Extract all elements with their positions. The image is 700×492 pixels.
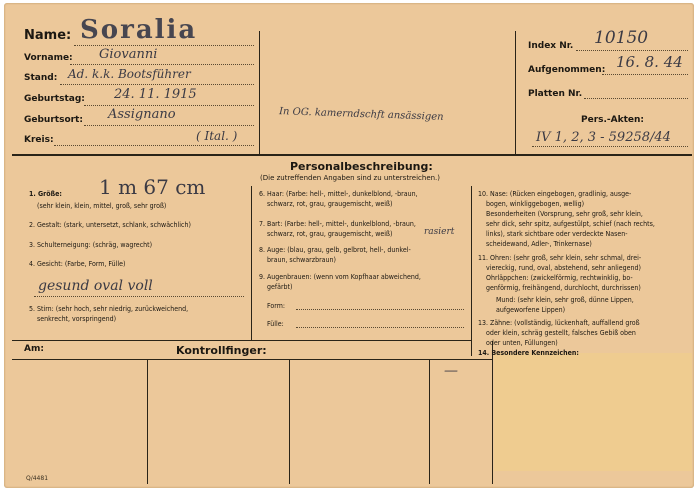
index-dotline — [576, 50, 688, 51]
mund-text-1: Mund: (sehr klein, sehr groß, dünne Lippen, — [496, 296, 634, 304]
auge-text-2: braun, schwarzbraun) — [267, 256, 336, 264]
nase-text-4: sehr dick, sehr spitz, aufgestülpt, schief (nach rechts, — [486, 220, 655, 228]
kreis-value: ( Ital. ) — [196, 129, 238, 143]
dash-mark: — — [444, 363, 458, 379]
header-note: In OG. kamerndschft ansässigen — [278, 106, 444, 123]
description-subtitle: (Die zutreffenden Angaben sind zu unterstreichen.) — [260, 174, 441, 182]
kreis-label: Kreis: — [24, 135, 54, 145]
groesse-label: 1. Größe: — [29, 190, 62, 198]
zaehne-text-3: oder unten, Füllungen) — [486, 339, 558, 347]
index-label: Index Nr. — [528, 41, 574, 51]
divider-col2 — [471, 186, 472, 356]
haar-text-2: schwarz, rot, grau, graugemischt, weiß) — [267, 200, 393, 208]
nase-text-2: bogen, winkliggebogen, wellig) — [486, 200, 585, 208]
geburtstag-dotline — [84, 105, 254, 106]
nase-text-6: scheidewand, Adler-, Trinkernase) — [486, 240, 592, 248]
name-value: Soralia — [80, 15, 198, 45]
vorname-dotline — [70, 64, 254, 65]
description-title: Personalbeschreibung: — [290, 160, 433, 173]
divider-horizontal-main — [12, 154, 692, 156]
finger-box-1 — [147, 359, 148, 484]
platten-dotline — [584, 98, 688, 99]
fuelle-dotline — [296, 327, 464, 328]
ohren-text-1: 11. Ohren: (sehr groß, sehr klein, sehr schmal, drei- — [478, 254, 642, 262]
finger-box-2 — [289, 359, 290, 484]
auge-text-1: 8. Auge: (blau, grau, gelb, gelbrot, hell-, dunkel- — [259, 246, 411, 254]
stirn-text-2: senkrecht, vorspringend) — [37, 315, 117, 323]
divider-top-left — [259, 31, 260, 156]
aufgenommen-label: Aufgenommen: — [528, 65, 606, 75]
gesicht-text: 4. Gesicht: (Farbe, Form, Fülle) — [29, 260, 126, 268]
finger-box-3 — [429, 359, 430, 484]
brauen-text-2: gefärbt) — [267, 283, 293, 291]
akten-value: IV 1, 2, 3 - 59258/44 — [536, 130, 671, 145]
akten-dotline — [532, 146, 688, 147]
gesicht-value: gesund oval voll — [38, 278, 153, 294]
kennzeichen-label: 14. Besondere Kennzeichen: — [478, 349, 579, 357]
zaehne-text-2: oder klein, schräg gestellt, falsches Gebiß oben — [486, 329, 636, 337]
name-label: Name: — [24, 28, 72, 43]
bart-value: rasiert — [424, 227, 455, 237]
haar-text-1: 6. Haar: (Farbe: hell-, mittel-, dunkelblond, -braun, — [259, 190, 418, 198]
stand-value: Ad. k.k. Bootsführer — [68, 67, 191, 81]
index-value: 10150 — [594, 28, 649, 48]
nase-text-3: Besonderheiten (Vorsprung, sehr groß, sehr klein, — [486, 210, 643, 218]
brauen-text-1: 9. Augenbrauen: (wenn vom Kopfhaar abweichend, — [259, 273, 421, 281]
divider-top-right — [515, 31, 516, 156]
paper-stain — [494, 353, 692, 471]
vorname-label: Vorname: — [24, 53, 73, 63]
divider-fingers-bottom — [12, 359, 493, 360]
nase-text-5: links), stark sichtbare oder verdeckte Nasen- — [486, 230, 628, 238]
registration-card — [4, 3, 694, 488]
gestalt-text: 2. Gestalt: (stark, untersetzt, schlank, schwächlich) — [29, 221, 191, 229]
divider-col1 — [251, 186, 252, 341]
bart-text-1: 7. Bart: (Farbe: hell-, mittel-, dunkelblond, -braun, — [259, 220, 416, 228]
zaehne-text-1: 13. Zähne: (vollständig, lückenhaft, auffallend groß — [478, 319, 640, 327]
geburtstag-label: Geburtstag: — [24, 94, 85, 104]
form-code: Q/4481 — [26, 475, 49, 482]
ohren-text-2: viereckig, rund, oval, abstehend, sehr anliegend) — [486, 264, 641, 272]
name-dotline — [74, 45, 254, 46]
geburtstag-value: 24. 11. 1915 — [114, 87, 197, 102]
finger-box-4 — [492, 341, 493, 484]
divider-fingers — [12, 340, 471, 341]
am-label: Am: — [24, 344, 44, 354]
schulter-text: 3. Schulterneigung: (schräg, wagrecht) — [29, 241, 153, 249]
bart-text-2: schwarz, rot, grau, graugemischt, weiß) — [267, 230, 393, 238]
stirn-text-1: 5. Stirn: (sehr hoch, sehr niedrig, zurückweichend, — [29, 305, 189, 313]
nase-text-1: 10. Nase: (Rücken eingebogen, gradlinig, ausge- — [478, 190, 632, 198]
ohren-text-4: genförmig, freihängend, durchlocht, durchrissen) — [486, 284, 641, 292]
fuelle-label: Fülle: — [267, 320, 284, 328]
gesicht-dotline — [34, 296, 244, 297]
kreis-dotline — [54, 145, 254, 146]
aufgenommen-dotline — [602, 74, 688, 75]
aufgenommen-value: 16. 8. 44 — [616, 53, 683, 71]
form-dotline — [296, 309, 464, 310]
kontroll-label: Kontrollfinger: — [176, 344, 267, 357]
platten-label: Platten Nr. — [528, 89, 583, 99]
geburtsort-label: Geburtsort: — [24, 115, 83, 125]
akten-label: Pers.-Akten: — [581, 115, 645, 125]
mund-text-2: aufgeworfene Lippen) — [496, 306, 566, 314]
groesse-options: (sehr klein, klein, mittel, groß, sehr groß) — [37, 202, 167, 210]
groesse-value: 1 m 67 cm — [99, 175, 206, 199]
ohren-text-3: Ohrläppchen: (zwickelförmig, rechtwinklig, bo- — [486, 274, 633, 282]
stand-label: Stand: — [24, 73, 58, 83]
stand-dotline — [60, 84, 254, 85]
geburtsort-value: Assignano — [108, 107, 176, 122]
form-label: Form: — [267, 302, 285, 310]
vorname-value: Giovanni — [99, 47, 158, 62]
geburtsort-dotline — [84, 125, 254, 126]
